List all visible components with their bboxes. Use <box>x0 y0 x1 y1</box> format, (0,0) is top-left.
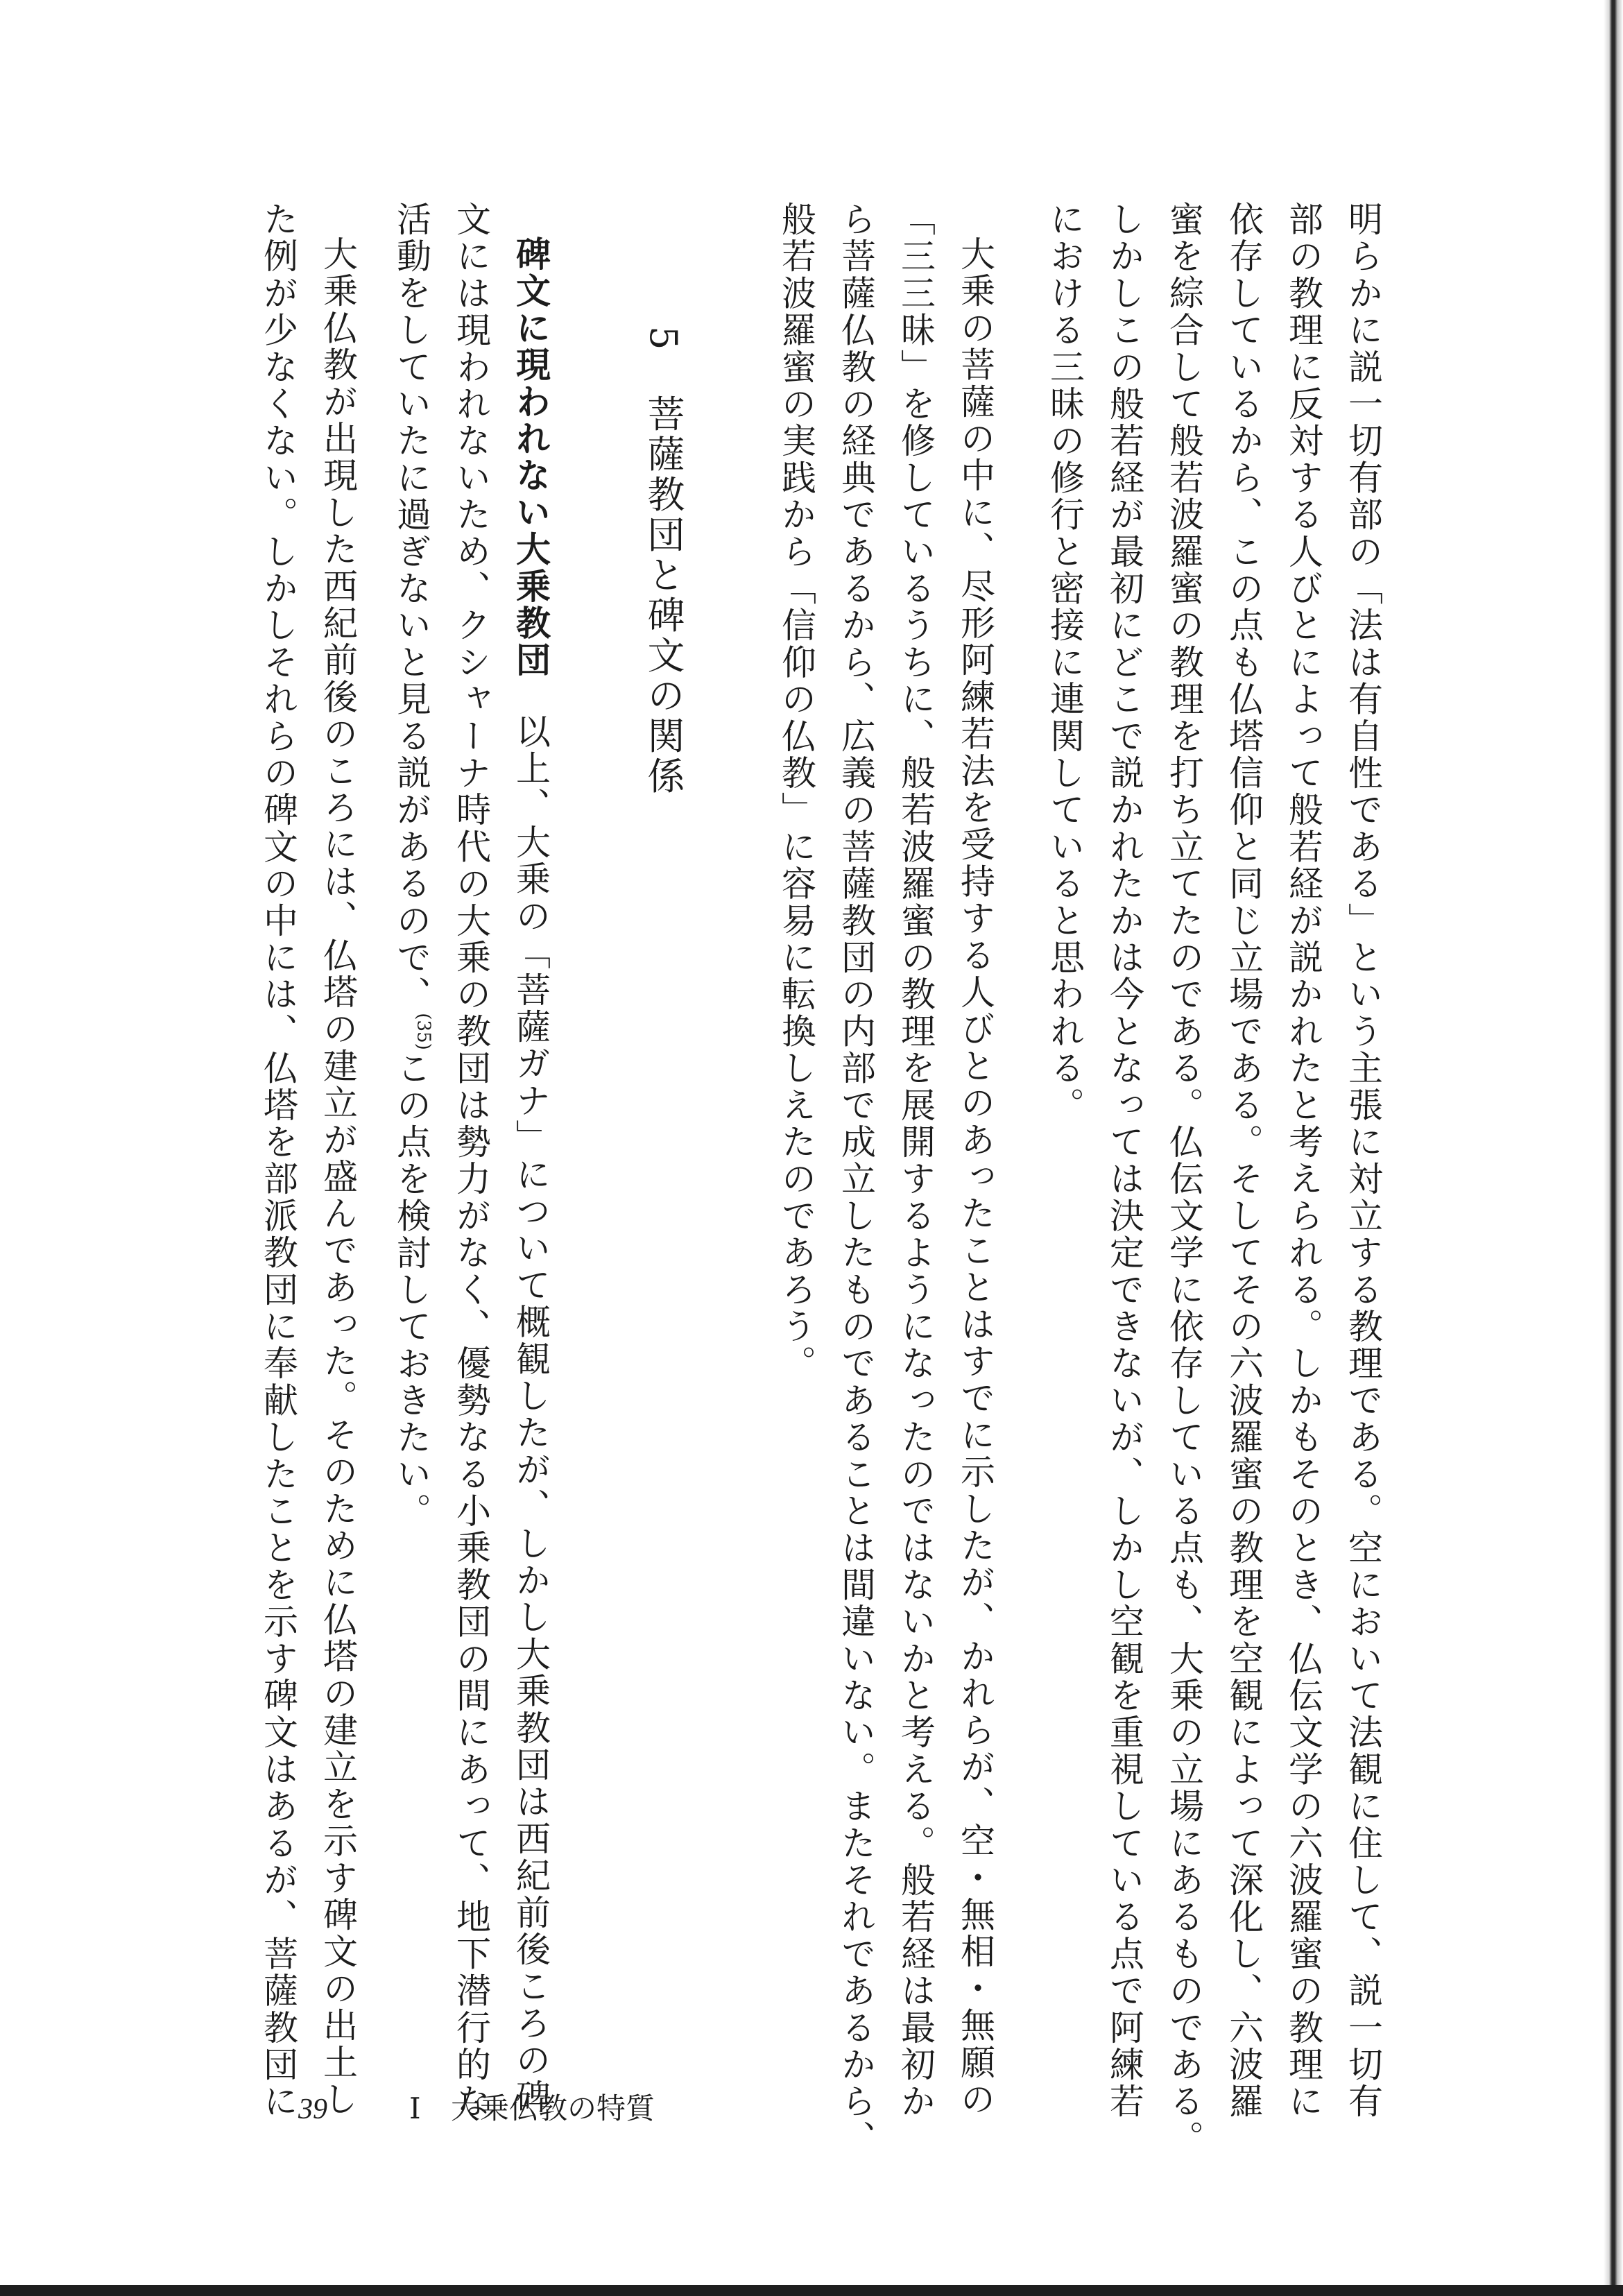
section-title: 菩薩教団と碑文の関係 <box>642 394 685 797</box>
scan-edge-bottom <box>0 2285 1623 2296</box>
text-column: 明らかに説一切有部の「法は有自性である」という主張に対立する教理である。空において法観に住して、説一切有 <box>1343 201 1383 2121</box>
text-run: 以上、大乗の「菩薩ガナ」について概観したが、しかし大乗教団は西紀前後ころの碑 <box>510 713 551 2116</box>
text-column: 依存しているから、この点も仏塔信仰と同じ立場である。そしてその六波羅蜜の教理を空観によって深化し、六波羅 <box>1223 201 1264 2121</box>
text-column: 大乗仏教が出現した西紀前後のころには、仏塔の建立が盛んであった。そのために仏塔の建立を示す碑文の出土し <box>318 236 358 2118</box>
text-column: た例が少なくない。しかしそれらの碑文の中には、仏塔を部派教団に奉献したことを示す碑文はあるが、菩薩教団に <box>258 201 298 2121</box>
text-column: ら菩薩仏教の経典であるから、広義の菩薩教団の内部で成立したものであることは間違いない。またそれであるから、 <box>836 201 876 2157</box>
section-heading <box>637 326 690 796</box>
scan-edge-right <box>1604 0 1623 2296</box>
page-number: 39 <box>298 2093 327 2125</box>
running-title: 大乗仏教の特質 <box>451 2091 655 2125</box>
text-column: 般若波羅蜜の実践から「信仰の仏教」に容易に転換しえたのであろう。 <box>776 201 816 1382</box>
text-column <box>390 201 445 1530</box>
part-numeral: I <box>409 2091 421 2125</box>
text-column: 蜜を綜合して般若波羅蜜の教理を打ち立てたのである。仏伝文学に依存している点も、大乗の立場にあるものである。 <box>1164 201 1204 2157</box>
text-column: 文には現われないため、クシャーナ時代の大乗の教団は勢力がなく、優勢なる小乗教団の間にあって、地下潜行的な <box>451 201 491 2121</box>
text-column: しかしこの般若経が最初にどこで説かれたかは今となっては決定できないが、しかし空観を重視している点で阿練若 <box>1104 201 1144 2121</box>
text-column: 部の教理に反対する人びとによって般若経が説かれたと考えられる。しかもそのとき、仏伝文学の六波羅蜜の教理に <box>1283 201 1323 2121</box>
text-column <box>510 236 551 2116</box>
text-column: 「三三昧」を修しているうちに、般若波羅蜜の教理を展開するようになったのではないかと考える。般若経は最初か <box>895 201 936 2121</box>
text-run: この点を検討しておきたい。 <box>391 1050 431 1530</box>
page-footer <box>298 2088 655 2130</box>
text-column: 大乗の菩薩の中に、尽形阿練若法を受持する人びとのあったことはすでに示したが、かれらが、空・無相・無願の <box>955 236 995 2118</box>
section-number: 5 <box>642 326 685 353</box>
text-run: 活動をしていたに過ぎないと見る説があるので、 <box>391 201 431 1013</box>
text-column: における三昧の修行と密接に連関していると思われる。 <box>1045 201 1085 1124</box>
run-in-heading: 碑文に現われない大乗教団 <box>510 236 551 679</box>
footnote-reference: (35) <box>413 1013 434 1050</box>
